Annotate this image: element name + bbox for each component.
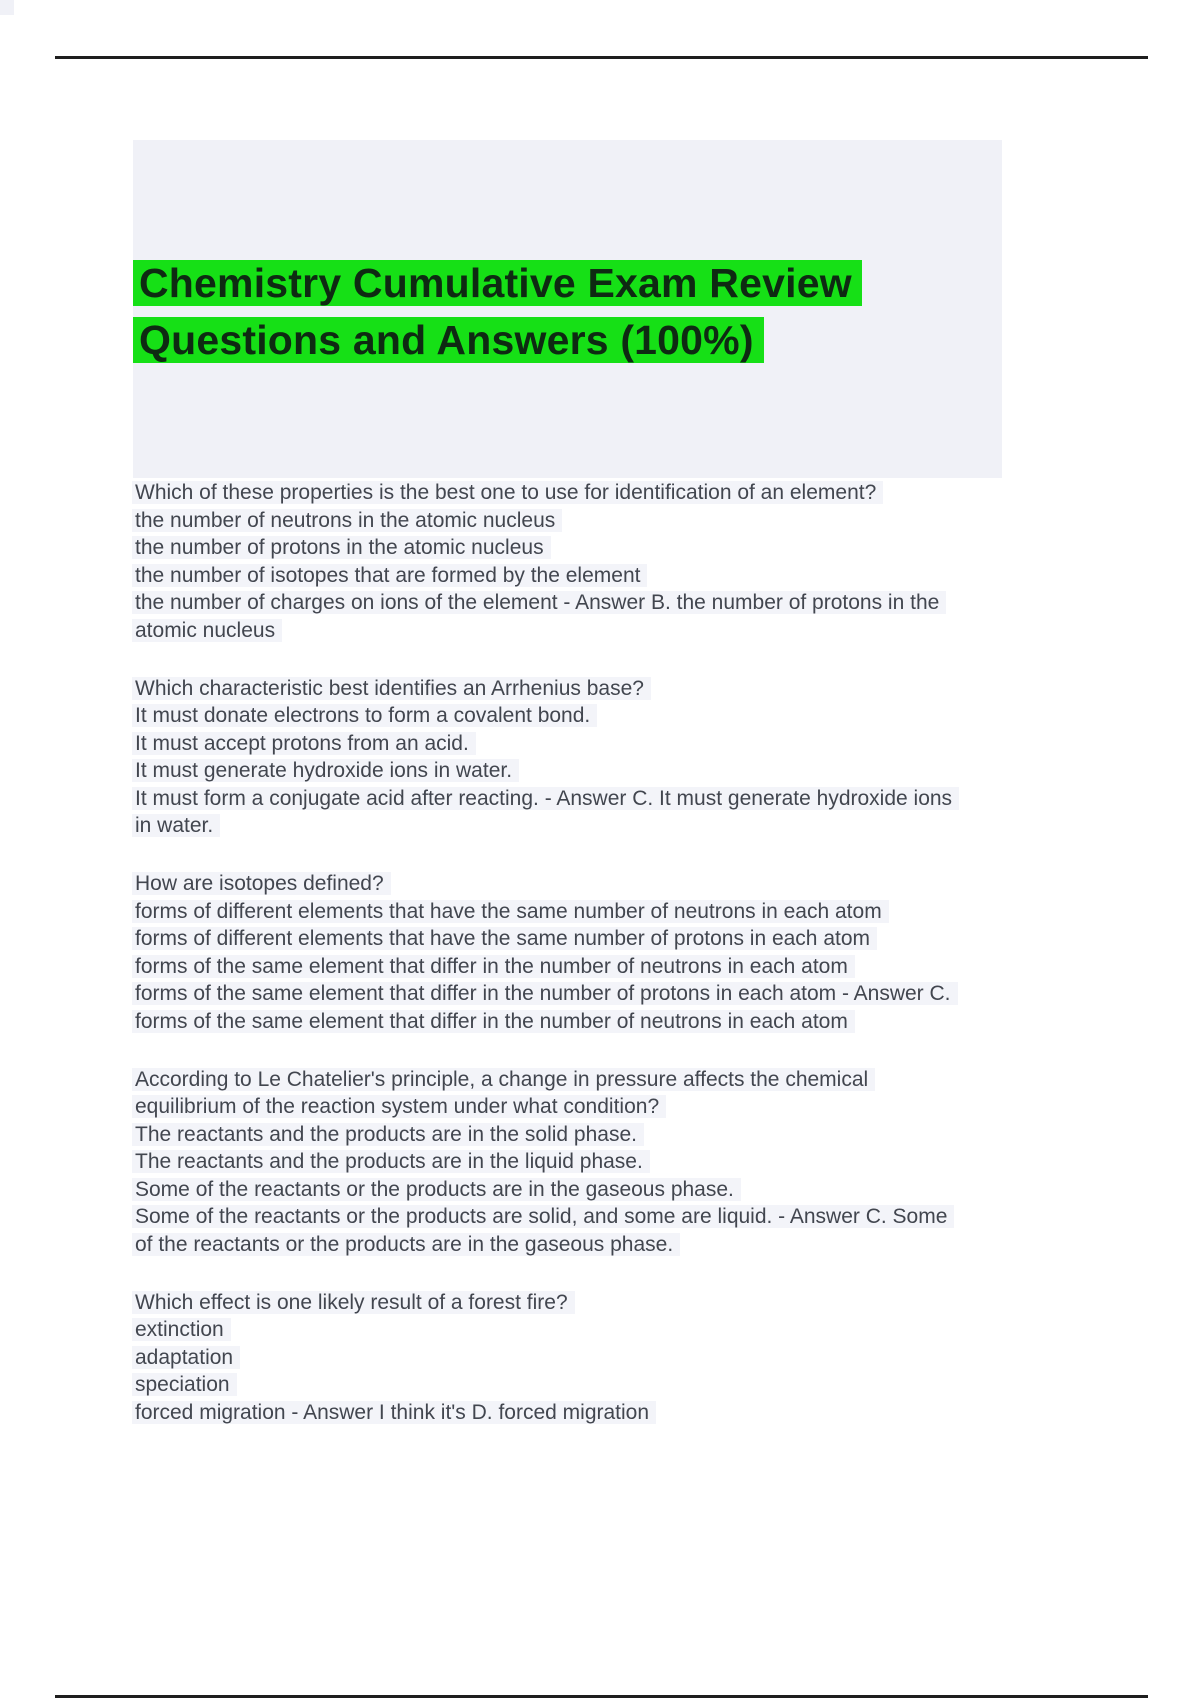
text-line [135, 1008, 1095, 1036]
text-line-content: It must donate electrons to form a covalent bond. [132, 704, 597, 727]
text-line [135, 1093, 1095, 1121]
text-line [135, 925, 1095, 953]
text-line-content: equilibrium of the reaction system under what condition? [132, 1095, 666, 1118]
header-panel [133, 140, 1002, 478]
text-line-content: forms of the same element that differ in the number of neutrons in each atom [132, 1010, 855, 1033]
qa-paragraph [135, 870, 1095, 1035]
bottom-rule [55, 1695, 1148, 1698]
title-line-1 [133, 255, 1002, 312]
text-line [135, 812, 1095, 840]
text-line-content: Some of the reactants or the products are in the gaseous phase. [132, 1178, 741, 1201]
text-line-content: It must form a conjugate acid after reacting. - Answer C. It must generate hydroxide ions [132, 787, 959, 810]
text-line-content: The reactants and the products are in the liquid phase. [132, 1150, 650, 1173]
text-line [135, 898, 1095, 926]
text-line [135, 507, 1095, 535]
text-line [135, 1203, 1095, 1231]
text-line [135, 757, 1095, 785]
text-line-content: How are isotopes defined? [132, 872, 391, 895]
text-line-content: the number of protons in the atomic nucleus [132, 536, 551, 559]
text-line-content: Which characteristic best identifies an Arrhenius base? [132, 677, 651, 700]
text-line-content: forms of different elements that have the same number of neutrons in each atom [132, 900, 889, 923]
text-line-content: forced migration - Answer I think it's D. forced migration [132, 1401, 656, 1424]
text-line-content: forms of the same element that differ in the number of neutrons in each atom [132, 955, 855, 978]
text-line-content: adaptation [132, 1346, 240, 1369]
text-line [135, 730, 1095, 758]
document-title [133, 255, 1002, 369]
text-line [135, 562, 1095, 590]
text-line [135, 617, 1095, 645]
qa-paragraph [135, 675, 1095, 840]
text-line [135, 1231, 1095, 1259]
text-line [135, 1121, 1095, 1149]
title-highlight: Questions and Answers (100%) [133, 317, 764, 363]
text-line-content: forms of different elements that have the same number of protons in each atom [132, 927, 877, 950]
text-line-content: the number of isotopes that are formed by the element [132, 564, 647, 587]
text-line [135, 870, 1095, 898]
text-line [135, 1316, 1095, 1344]
text-line-content: the number of neutrons in the atomic nucleus [132, 509, 562, 532]
text-line [135, 980, 1095, 1008]
text-line-content: in water. [132, 814, 220, 837]
text-line [135, 1399, 1095, 1427]
text-line [135, 1148, 1095, 1176]
text-line-content: It must accept protons from an acid. [132, 732, 476, 755]
title-highlight: Chemistry Cumulative Exam Review [133, 260, 862, 306]
text-line-content: of the reactants or the products are in the gaseous phase. [132, 1233, 680, 1256]
text-line [135, 589, 1095, 617]
text-line [135, 1344, 1095, 1372]
text-line [135, 675, 1095, 703]
text-line [135, 953, 1095, 981]
qa-paragraph [135, 479, 1095, 644]
text-line-content: Which effect is one likely result of a forest fire? [132, 1291, 575, 1314]
text-line-content: Some of the reactants or the products are solid, and some are liquid. - Answer C. Some [132, 1205, 954, 1228]
text-line-content: extinction [132, 1318, 231, 1341]
text-line [135, 534, 1095, 562]
text-line [135, 785, 1095, 813]
document-body [135, 479, 1095, 1457]
qa-paragraph [135, 1289, 1095, 1427]
text-line [135, 1371, 1095, 1399]
text-line-content: the number of charges on ions of the element - Answer B. the number of protons in the [132, 591, 946, 614]
text-line-content: forms of the same element that differ in the number of protons in each atom - Answer C. [132, 982, 958, 1005]
text-line [135, 479, 1095, 507]
text-line-content: The reactants and the products are in the solid phase. [132, 1123, 644, 1146]
corner-artifact [0, 0, 14, 15]
top-rule [55, 56, 1148, 59]
text-line-content: atomic nucleus [132, 619, 282, 642]
text-line [135, 1176, 1095, 1204]
text-line [135, 1289, 1095, 1317]
text-line-content: According to Le Chatelier's principle, a change in pressure affects the chemical [132, 1068, 875, 1091]
title-line-2 [133, 312, 1002, 369]
text-line [135, 1066, 1095, 1094]
text-line-content: It must generate hydroxide ions in water. [132, 759, 519, 782]
qa-paragraph [135, 1066, 1095, 1259]
text-line-content: speciation [132, 1373, 237, 1396]
text-line [135, 702, 1095, 730]
text-line-content: Which of these properties is the best one to use for identification of an element? [132, 481, 883, 504]
